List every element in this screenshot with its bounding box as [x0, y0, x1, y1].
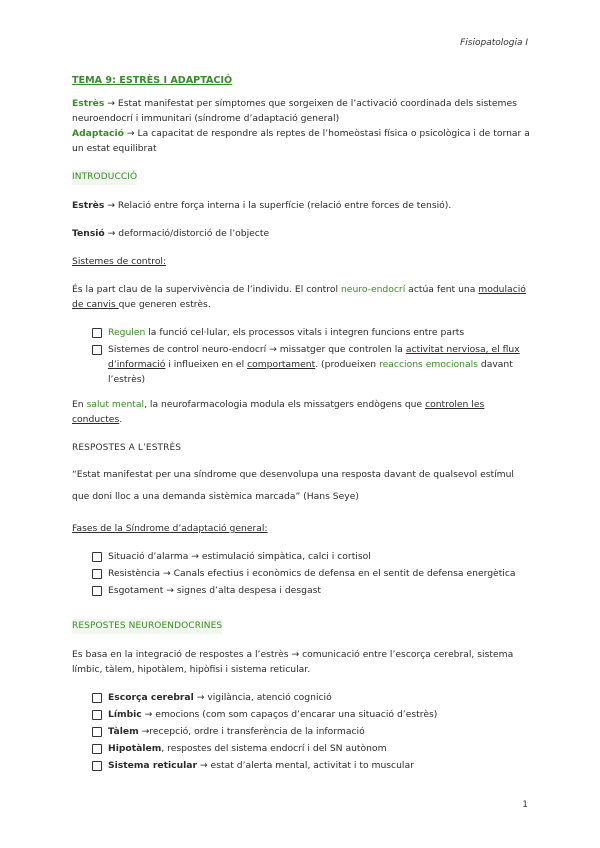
checkbox-icon[interactable] [92, 569, 102, 579]
fases-checklist [72, 549, 532, 598]
document-header: Fisiopatologia I [460, 38, 528, 48]
fases-heading: Fases de la Síndrome d’adaptació general: [72, 523, 268, 534]
neuro-intro-paragraph: Es basa en la integració de respostes a l’estrès → comunicació entre l’escorça cerebral, sistema límbic, tàlem, hipotàlem, hipòfisi i sistema reticular. [72, 649, 514, 675]
checklist-item: Situació d’alarma → estimulació simpàtica, calci i cortisol [92, 549, 532, 564]
checklist-item: Regulen la funció cel·lular, els processos vitals i integren funcions entre parts [92, 325, 532, 340]
checklist-item: Sistemes de control neuro-endocrí → missatger que controlen la activitat nerviosa, el flux d’informació i influeixen en el comportament. (produeixen reaccions emocionals davant l’estrès) [92, 342, 532, 387]
checklist-item: Tàlem →recepció, ordre i transferència de la informació [92, 724, 532, 739]
section-heading-respostes: RESPOSTES A L’ESTRÈS [72, 443, 182, 453]
seye-quote-line-2: que doni lloc a una demanda sistèmica marcada” (Hans Seye) [72, 491, 359, 502]
checklist-item: Límbic → emocions (com som capaços d’encarar una situació d’estrès) [92, 707, 532, 722]
checkbox-icon[interactable] [92, 586, 102, 596]
definition-adaptacio: Adaptació → La capacitat de respondre als reptes de l’homeòstasi física o psicològica i de tornar a un estat equilibrat [72, 128, 530, 154]
sistemes-control-heading: Sistemes de control: [72, 256, 167, 267]
checkbox-icon[interactable] [92, 328, 102, 338]
checkbox-icon[interactable] [92, 710, 102, 720]
section-heading-neuroendocrines: RESPOSTES NEUROENDOCRINES [72, 619, 222, 634]
definition-estres: Estrès → Estat manifestat per símptomes que sorgeixen de l’activació coordinada dels sistemes neuroendocrí i immunitari (síndrome d’adaptació general) [72, 98, 517, 124]
checkbox-icon[interactable] [92, 744, 102, 754]
control-paragraph: És la part clau de la supervivència de l’individu. El control neuro-endocrí actúa fent una modulació de canvis que generen estrès. [72, 284, 526, 310]
section-heading-introduccio: INTRODUCCIÓ [72, 170, 137, 185]
estres-physics-definition: Estrès → Relació entre força interna i la superfície (relació entre forces de tensió). [72, 200, 452, 211]
checklist-item: Hipotàlem, respostes del sistema endocrí i del SN autònom [92, 741, 532, 756]
checklist-item: Resistència → Canals efectius i econòmics de defensa en el sentit de defensa energètica [92, 566, 532, 581]
salut-mental-paragraph: En salut mental, la neurofarmacologia modula els missatgers endògens que controlen les conductes. [72, 399, 485, 425]
checkbox-icon[interactable] [92, 761, 102, 771]
neuro-checklist [72, 690, 532, 773]
seye-quote-line-1: “Estat manifestat per una síndrome que desenvolupa una resposta davant de qualsevol estímul [72, 469, 514, 480]
checkbox-icon[interactable] [92, 345, 102, 355]
tensio-definition: Tensió → deformació/distorció de l’objecte [72, 228, 270, 239]
checkbox-icon[interactable] [92, 552, 102, 562]
checklist-item: Escorça cerebral → vigilància, atenció cognició [92, 690, 532, 705]
control-checklist [72, 325, 532, 387]
checklist-item: Sistema reticular → estat d’alerta mental, activitat i to muscular [92, 758, 532, 773]
document-body [72, 68, 532, 775]
page-number: 1 [522, 800, 528, 810]
checkbox-icon[interactable] [92, 693, 102, 703]
page-title: TEMA 9: ESTRÈS I ADAPTACIÓ [72, 75, 233, 86]
checklist-item: Esgotament → signes d’alta despesa i desgast [92, 583, 532, 598]
checkbox-icon[interactable] [92, 727, 102, 737]
